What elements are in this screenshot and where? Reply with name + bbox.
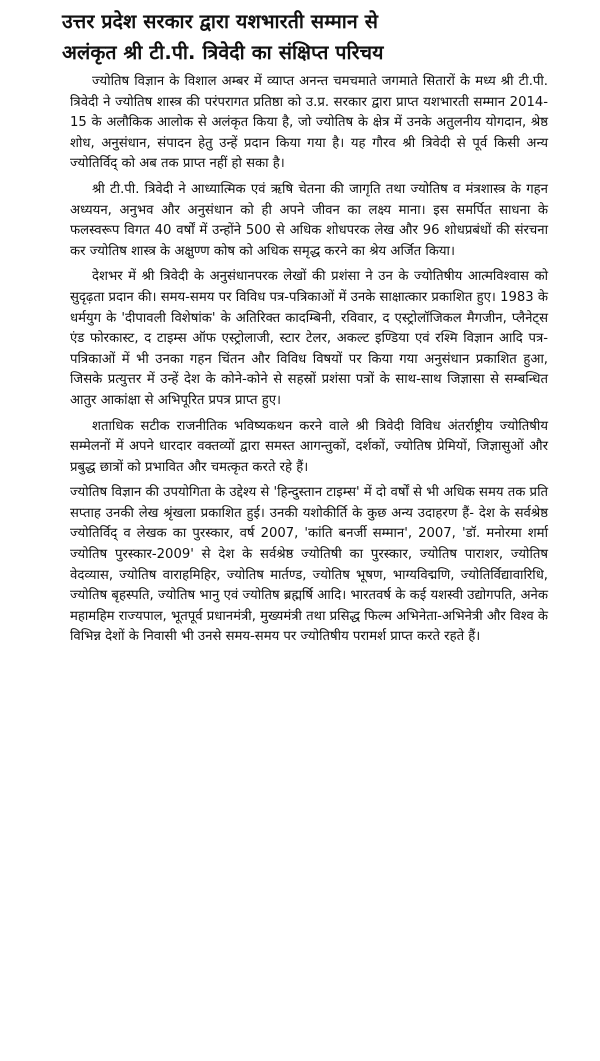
paragraph-1: ज्योतिष विज्ञान के विशाल अम्बर में व्याप्त अनन्त चमचमाते जगमाते सितारों के मध्य श्री टी.पी. त्रिवेदी ने ज्योतिष शास्त्र की परंपरागत प्रतिष्ठा को उ.प्र. सरकार द्वारा प्राप्त यशभारती सम्मान 2014-15 के अलौकिक आलोक से अलंकृत किया है, जो ज्योतिष के क्षेत्र में उनके अतुलनीय योगदान, श्रेष्ठ शोध, अनुसंधान, संपादन हेतु उन्हें प्रदान किया गया है। यह गौरव श्री त्रिवेदी से पूर्व किसी अन्य ज्योतिर्विद् को अब तक प्राप्त नहीं हो सका है। (70, 74, 548, 172)
paragraph-2: श्री टी.पी. त्रिवेदी ने आध्यात्मिक एवं ऋषि चेतना की जागृति तथा ज्योतिष व मंत्रशास्त्र के गहन अध्ययन, अनुभव और अनुसंधान को ही अपने जीवन का लक्ष्य माना। इस समर्पित साधना के फलस्वरूप विगत 40 वर्षों में उन्होंने 500 से अधिक शोधपरक लेख और 96 शोधप्रबंधों की संरचना कर ज्योतिष शास्त्र के अक्षुण्ण कोष को अधिक समृद्ध करने का श्रेय अर्जित किया। (70, 181, 548, 259)
title-line-1: उत्तर प्रदेश सरकार द्वारा यशभारती सम्मान से (62, 10, 379, 33)
paragraph-5: ज्योतिष विज्ञान की उपयोगिता के उद्देश्य से 'हिन्दुस्तान टाइम्स' में दो वर्षों से भी अधिक समय तक प्रति सप्ताह उनकी लेख श्रृंखला प्रकाशित हुई। उनकी यशोकीर्ति के कुछ अन्य उदाहरण हैं- देश के सर्वश्रेष्ठ ज्योतिर्विद् व लेखक का पुरस्कार, वर्ष 2007, 'कांति बनर्जी सम्मान', 2007, 'डॉ. मनोरमा शर्मा ज्योतिष पुरस्कार-2009' से देश के सर्वश्रेष्ठ ज्योतिषी का पुरस्कार, ज्योतिष पाराशर, ज्योतिष वेदव्यास, ज्योतिष वाराहमिहिर, ज्योतिष मार्तण्ड, ज्योतिष भूषण, भाग्यविद्मणि, ज्योतिर्विद्यावारिधि, ज्योतिष बृहस्पति, ज्योतिष भानु एवं ज्योतिष ब्रह्मर्षि आदि। भारतवर्ष के कई यशस्वी उद्योगपति, अनेक महामहिम राज्यपाल, भूतपूर्व प्रधानमंत्री, मुख्यमंत्री तथा प्रसिद्ध फिल्म अभिनेता-अभिनेत्री और विश्व के विभिन्न देशों के निवासी भी उनसे समय-समय पर ज्योतिषीय परामर्श प्राप्त करते रहते हैं। (70, 485, 548, 645)
title-line-2: अलंकृत श्री टी.पी. त्रिवेदी का संक्षिप्त परिचय (62, 41, 384, 64)
article-title (62, 6, 548, 68)
paragraph-4: शताधिक सटीक राजनीतिक भविष्यकथन करने वाले श्री त्रिवेदी विविध अंतर्राष्ट्रीय ज्योतिषीय सम्मेलनों में अपने धारदार वक्तव्यों द्वारा समस्त आगन्तुकों, दर्शकों, ज्योतिष प्रेमियों, जिज्ञासुओं और प्रबुद्ध छात्रों को प्रभावित और चमत्कृत करते रहे हैं। (70, 418, 548, 475)
paragraph-3: देशभर में श्री त्रिवेदी के अनुसंधानपरक लेखों की प्रशंसा ने उन के ज्योतिषीय आत्मविश्वास को सुदृढ़ता प्रदान की। समय-समय पर विविध पत्र-पत्रिकाओं में उनके साक्षात्कार प्रकाशित हुए। 1983 के धर्मयुग के 'दीपावली विशेषांक' के अतिरिक्त कादम्बिनी, रविवार, द एस्ट्रोलॉजिकल मैगजीन, प्लैनेट्स एंड फोरकास्ट, द टाइम्स ऑफ एस्ट्रोलाजी, स्टार टेलर, अकल्ट इण्डिया एवं रश्मि विज्ञान आदि पत्र-पत्रिकाओं में भी उनका गहन चिंतन और विविध विषयों पर किया गया अनुसंधान प्रकाशित हुआ, जिसके प्रत्युत्तर में उन्हें देश के कोने-कोने से सहस्रों प्रशंसा पत्रों के साथ-साथ जिज्ञासा से सम्बन्धित आतुर आकांक्षा से अभिपूरित प्रपत्र प्राप्त हुए। (70, 269, 548, 408)
